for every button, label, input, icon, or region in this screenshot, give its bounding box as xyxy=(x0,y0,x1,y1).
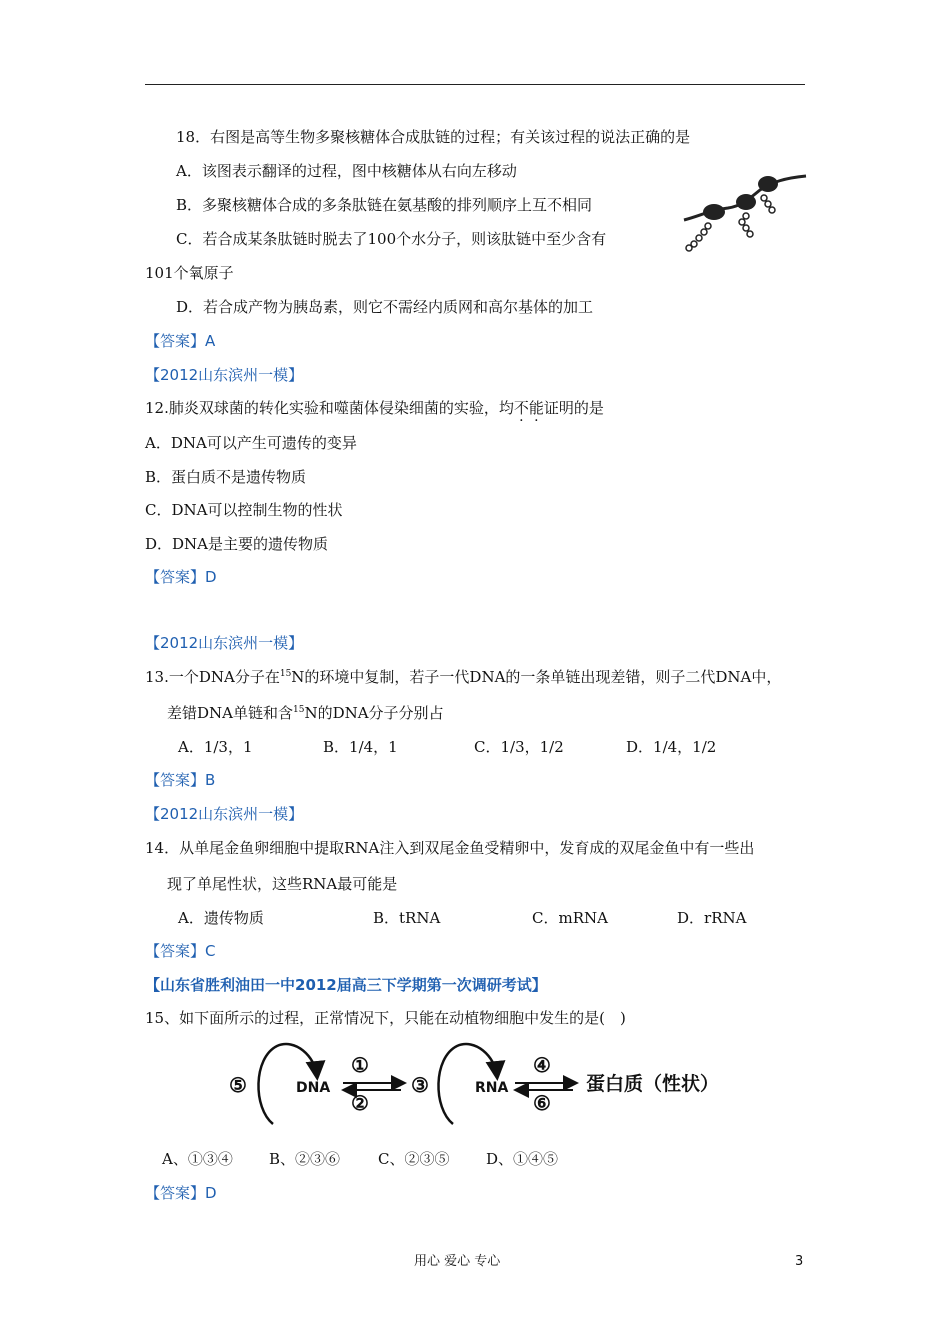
q12-answer: 【答案】D xyxy=(145,568,217,586)
q13-stem-line1: 13.一个DNA分子在$^{15}$N的环境中复制，若子一代DNA的一条单链出现差错，则子二代DNA中， xyxy=(145,668,782,686)
q13-stem-line2: 差错DNA单链和含$^{15}$N的DNA分子分别占 xyxy=(167,704,444,722)
q18-answer: 【答案】A xyxy=(145,332,216,350)
q13-source: 【2012山东滨州一模】 xyxy=(145,634,304,652)
q13-option-b: B．1/4，1 xyxy=(323,738,398,756)
q18-option-d: D．若合成产物为胰岛素，则它不需经内质网和高尔基体的加工 xyxy=(176,298,594,316)
q15-stem: 15、如下面所示的过程，正常情况下，只能在动植物细胞中发生的是( ) xyxy=(145,1009,626,1027)
header-rule xyxy=(145,84,805,85)
diagram-label-1: ① xyxy=(351,1053,369,1077)
q12-source: 【2012山东滨州一模】 xyxy=(145,366,304,384)
q15-option-b: B、②③⑥ xyxy=(269,1150,341,1168)
polyribosome-figure xyxy=(680,168,810,254)
q14-option-b: B．tRNA xyxy=(373,909,441,927)
q15-option-a: A、①③④ xyxy=(162,1150,233,1168)
q15-option-c: C、②③⑤ xyxy=(378,1150,450,1168)
q12-option-d: D．DNA是主要的遗传物质 xyxy=(145,535,329,553)
q12-stem: 12.肺炎双球菌的转化实验和噬菌体侵染细菌的实验，均不能证明的是 xyxy=(145,399,604,417)
q18-stem: 18．右图是高等生物多聚核糖体合成肽链的过程；有关该过程的说法正确的是 xyxy=(176,128,691,146)
q12-option-b: B．蛋白质不是遗传物质 xyxy=(145,468,307,486)
diagram-label-dna: DNA xyxy=(296,1080,331,1096)
q14-stem-line1: 14．从单尾金鱼卵细胞中提取RNA注入到双尾金鱼受精卵中，发育成的双尾金鱼中有一些出 xyxy=(145,839,755,857)
diagram-label-5: ⑤ xyxy=(229,1073,247,1097)
page-number: 3 xyxy=(795,1254,804,1269)
q18-option-c-cont: 101个氧原子 xyxy=(145,264,234,282)
q13-answer: 【答案】B xyxy=(145,771,216,789)
q14-option-d: D．rRNA xyxy=(677,909,747,927)
diagram-label-protein: 蛋白质（性状） xyxy=(586,1073,720,1095)
diagram-label-rna: RNA xyxy=(475,1080,509,1096)
footer-motto: 用心 爱心 专心 xyxy=(414,1254,501,1269)
diagram-label-2: ② xyxy=(351,1091,369,1115)
q14-source: 【2012山东滨州一模】 xyxy=(145,805,304,823)
q14-option-c: C．mRNA xyxy=(532,909,608,927)
q13-option-a: A．1/3，1 xyxy=(178,738,253,756)
q12-option-c: C．DNA可以控制生物的性状 xyxy=(145,501,343,519)
q13-option-c: C．1/3，1/2 xyxy=(474,738,564,756)
q13-option-d: D．1/4，1/2 xyxy=(626,738,717,756)
q14-answer: 【答案】C xyxy=(145,942,216,960)
diagram-label-3: ③ xyxy=(411,1073,429,1097)
q14-option-a: A．遗传物质 xyxy=(178,909,264,927)
q15-answer: 【答案】D xyxy=(145,1184,217,1202)
q12-option-a: A．DNA可以产生可遗传的变异 xyxy=(145,434,357,452)
diagram-label-6: ⑥ xyxy=(533,1091,551,1115)
q14-stem-line2: 现了单尾性状，这些RNA最可能是 xyxy=(167,875,398,893)
q15-option-d: D、①④⑤ xyxy=(486,1150,559,1168)
q15-source: 【山东省胜利油田一中2012届高三下学期第一次调研考试】 xyxy=(145,976,547,994)
q18-option-c: C．若合成某条肽链时脱去了100个水分子，则该肽链中至少含有 xyxy=(176,230,607,248)
q18-option-a: A．该图表示翻译的过程，图中核糖体从右向左移动 xyxy=(176,162,517,180)
q18-option-b: B．多聚核糖体合成的多条肽链在氨基酸的排列顺序上互不相同 xyxy=(176,196,593,214)
diagram-label-4: ④ xyxy=(533,1053,551,1077)
